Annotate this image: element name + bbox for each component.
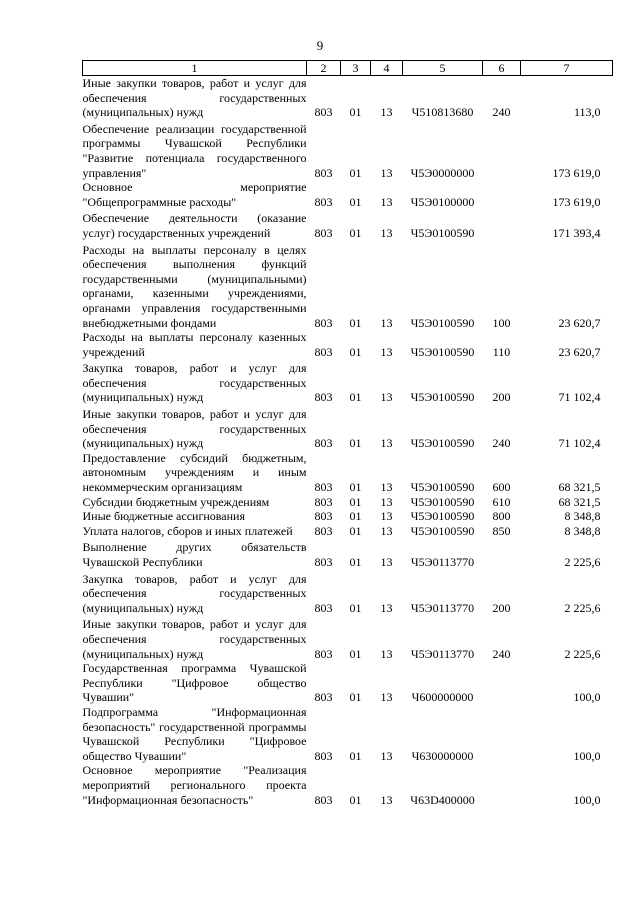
table-row: [83, 705, 613, 763]
row-amount: 71 102,4: [558, 436, 601, 451]
row-description: Закупка товаров, работ и услуг для обеспечения государственных (муниципальных) нужд: [82, 361, 307, 405]
table-row: [83, 330, 613, 359]
row-target-article: Ч5Э0100590: [410, 436, 475, 451]
row-ministry-code: 803: [314, 494, 333, 509]
row-subsection-code: 13: [380, 225, 393, 240]
row-section-code: 01: [349, 315, 362, 330]
table-row: [83, 359, 613, 405]
row-target-article: Ч5Э0113770: [410, 555, 475, 569]
row-amount: 2 225,6: [564, 600, 601, 615]
row-section-code: 01: [349, 792, 362, 807]
row-target-article: Ч5Э0100590: [410, 344, 475, 359]
row-section-code: 01: [349, 646, 362, 661]
row-section-code: 01: [349, 436, 362, 451]
column-header-1: 1: [83, 61, 307, 76]
row-description: Государственная программа Чувашской Республики "Цифровое общество Чувашии": [82, 661, 307, 705]
row-target-article: Ч5Э0100590: [410, 494, 475, 509]
row-description: Выполнение других обязательств Чувашской Республики: [82, 540, 307, 569]
table-row: [83, 509, 613, 524]
row-description: Закупка товаров, работ и услуг для обеспечения государственных (муниципальных) нужд: [82, 571, 307, 615]
row-ministry-code: 803: [314, 390, 333, 405]
row-amount: 171 393,4: [552, 225, 601, 240]
table-row: [83, 451, 613, 495]
row-target-article: Ч600000000: [411, 690, 474, 705]
row-section-code: 01: [349, 194, 362, 209]
row-amount: 113,0: [573, 105, 601, 120]
row-ministry-code: 803: [314, 523, 333, 538]
row-expense-type: [483, 705, 521, 763]
row-section-code: 01: [349, 165, 362, 180]
row-description: Расходы на выплаты персоналу в целях обеспечения выполнения функций государственными (муниципальными) органами, казенными учреждениями, органами управления государственными внебюджетными фондами: [82, 242, 307, 330]
row-amount: 2 225,6: [564, 646, 601, 661]
row-subsection-code: 13: [380, 105, 393, 120]
row-expense-type: 240: [492, 646, 511, 661]
row-amount: 23 620,7: [558, 344, 601, 359]
row-ministry-code: 803: [314, 509, 333, 524]
row-description: Предоставление субсидий бюджетным, автономным учреждениям и иным некоммерческим организациям: [82, 450, 307, 495]
column-header-4: 4: [371, 61, 403, 76]
row-expense-type: [483, 120, 521, 180]
column-header-3: 3: [341, 61, 371, 76]
row-subsection-code: 13: [380, 555, 393, 569]
row-target-article: Ч510813680: [411, 105, 474, 120]
row-target-article: Ч5Э0100590: [410, 509, 475, 524]
page-number: 9: [316, 38, 324, 53]
budget-table: [82, 60, 613, 807]
table-row: [83, 180, 613, 209]
row-section-code: 01: [349, 748, 362, 763]
row-amount: 71 102,4: [558, 390, 601, 405]
table-row: [83, 524, 613, 539]
row-description: Иные закупки товаров, работ и услуг для обеспечения государственных (муниципальных) нужд: [82, 407, 307, 451]
table-row: [83, 76, 613, 120]
row-amount: 8 348,8: [564, 523, 601, 538]
row-ministry-code: 803: [314, 600, 333, 615]
row-ministry-code: 803: [314, 792, 333, 807]
row-expense-type: [483, 661, 521, 705]
row-subsection-code: 13: [380, 523, 393, 538]
row-section-code: 01: [349, 480, 362, 495]
row-description: Иные закупки товаров, работ и услуг для обеспечения государственных (муниципальных) нужд: [82, 76, 307, 120]
row-expense-type: 600: [492, 480, 511, 495]
row-section-code: 01: [349, 225, 362, 240]
table-row: [83, 661, 613, 705]
table-row: [83, 405, 613, 451]
table-row: [83, 120, 613, 180]
row-target-article: Ч5Э0100590: [410, 480, 475, 495]
row-ministry-code: 803: [314, 646, 333, 661]
row-description: Иные закупки товаров, работ и услуг для обеспечения государственных (муниципальных) нужд: [82, 617, 307, 661]
row-ministry-code: 803: [314, 555, 333, 569]
row-ministry-code: 803: [314, 194, 333, 209]
row-subsection-code: 13: [380, 494, 393, 509]
row-amount: 173 619,0: [552, 165, 601, 180]
row-expense-type: 100: [492, 315, 511, 330]
row-section-code: 01: [349, 105, 362, 120]
row-section-code: 01: [349, 523, 362, 538]
row-target-article: Ч5Э0113770: [410, 600, 475, 615]
column-header-5: 5: [403, 61, 483, 76]
row-description: Подпрограмма "Информационная безопасность" государственной программы Чувашской Республики "Цифровое общество Чувашии": [82, 704, 307, 763]
row-expense-type: 110: [492, 344, 511, 359]
row-amount: 173 619,0: [552, 194, 601, 209]
row-description: Основное мероприятие "Реализация мероприятий регионального проекта "Информационная безопасность": [82, 763, 307, 807]
row-subsection-code: 13: [380, 390, 393, 405]
row-expense-type: [483, 180, 521, 209]
table-header: [83, 61, 613, 76]
row-expense-type: 200: [492, 600, 511, 615]
row-subsection-code: 13: [380, 792, 393, 807]
row-subsection-code: 13: [380, 509, 393, 524]
row-ministry-code: 803: [314, 315, 333, 330]
row-ministry-code: 803: [314, 690, 333, 705]
row-amount: 100,0: [573, 748, 601, 763]
row-expense-type: [483, 209, 521, 240]
row-target-article: Ч5Э0100590: [410, 390, 475, 405]
row-section-code: 01: [349, 494, 362, 509]
row-subsection-code: 13: [380, 690, 393, 705]
row-subsection-code: 13: [380, 315, 393, 330]
row-expense-type: 800: [492, 509, 511, 524]
row-description: Обеспечение деятельности (оказание услуг) государственных учреждений: [82, 211, 307, 240]
row-amount: 68 321,5: [558, 494, 601, 509]
row-target-article: Ч5Э0100590: [410, 315, 475, 330]
row-description: Основное мероприятие "Общепрограммные расходы": [82, 180, 307, 209]
row-expense-type: 240: [492, 436, 511, 451]
row-amount: 68 321,5: [558, 480, 601, 495]
row-description: Уплата налогов, сборов и иных платежей: [82, 523, 293, 538]
row-target-article: Ч630000000: [411, 748, 474, 763]
row-target-article: Ч5Э0100000: [410, 194, 475, 209]
row-description: Обеспечение реализации государственной программы Чувашской Республики "Развитие потенциала государственного управления": [82, 121, 307, 180]
row-section-code: 01: [349, 344, 362, 359]
row-ministry-code: 803: [314, 480, 333, 495]
row-ministry-code: 803: [314, 165, 333, 180]
row-amount: 100,0: [573, 792, 601, 807]
row-amount: 100,0: [573, 690, 601, 705]
row-ministry-code: 803: [314, 436, 333, 451]
row-target-article: Ч5Э0100590: [410, 225, 475, 240]
row-expense-type: 610: [492, 494, 511, 509]
table-row: [83, 570, 613, 616]
row-amount: 23 620,7: [558, 315, 601, 330]
row-target-article: Ч63D400000: [410, 792, 475, 807]
row-section-code: 01: [349, 390, 362, 405]
row-description: Расходы на выплаты персоналу казенных учреждений: [82, 330, 307, 359]
column-header-7: 7: [521, 61, 613, 76]
row-amount: 8 348,8: [564, 509, 601, 524]
row-ministry-code: 803: [314, 748, 333, 763]
table-row: [83, 209, 613, 240]
table-row: [83, 615, 613, 661]
row-section-code: 01: [349, 600, 362, 615]
table-row: [83, 241, 613, 331]
row-subsection-code: 13: [380, 748, 393, 763]
row-subsection-code: 13: [380, 646, 393, 661]
header-row: [83, 61, 613, 76]
row-expense-type: 200: [492, 390, 511, 405]
row-description: Иные бюджетные ассигнования: [82, 509, 245, 524]
row-subsection-code: 13: [380, 436, 393, 451]
table-row: [83, 495, 613, 510]
row-section-code: 01: [349, 509, 362, 524]
row-target-article: Ч5Э0113770: [410, 646, 475, 661]
row-ministry-code: 803: [314, 344, 333, 359]
column-header-6: 6: [483, 61, 521, 76]
row-target-article: Ч5Э0000000: [410, 165, 475, 180]
row-subsection-code: 13: [380, 194, 393, 209]
table-row: [83, 763, 613, 807]
row-expense-type: 240: [492, 105, 511, 120]
table-row: [83, 538, 613, 569]
row-ministry-code: 803: [314, 105, 333, 120]
row-amount: 2 225,6: [564, 555, 601, 569]
row-target-article: Ч5Э0100590: [410, 523, 475, 538]
row-expense-type: 850: [492, 523, 511, 538]
row-expense-type: [483, 538, 521, 569]
row-description: Субсидии бюджетным учреждениям: [82, 494, 270, 509]
table-body: [83, 76, 613, 808]
row-subsection-code: 13: [380, 344, 393, 359]
row-ministry-code: 803: [314, 225, 333, 240]
row-subsection-code: 13: [380, 480, 393, 495]
row-section-code: 01: [349, 690, 362, 705]
row-expense-type: [483, 763, 521, 807]
row-subsection-code: 13: [380, 165, 393, 180]
row-section-code: 01: [349, 555, 362, 569]
row-subsection-code: 13: [380, 600, 393, 615]
column-header-2: 2: [307, 61, 341, 76]
